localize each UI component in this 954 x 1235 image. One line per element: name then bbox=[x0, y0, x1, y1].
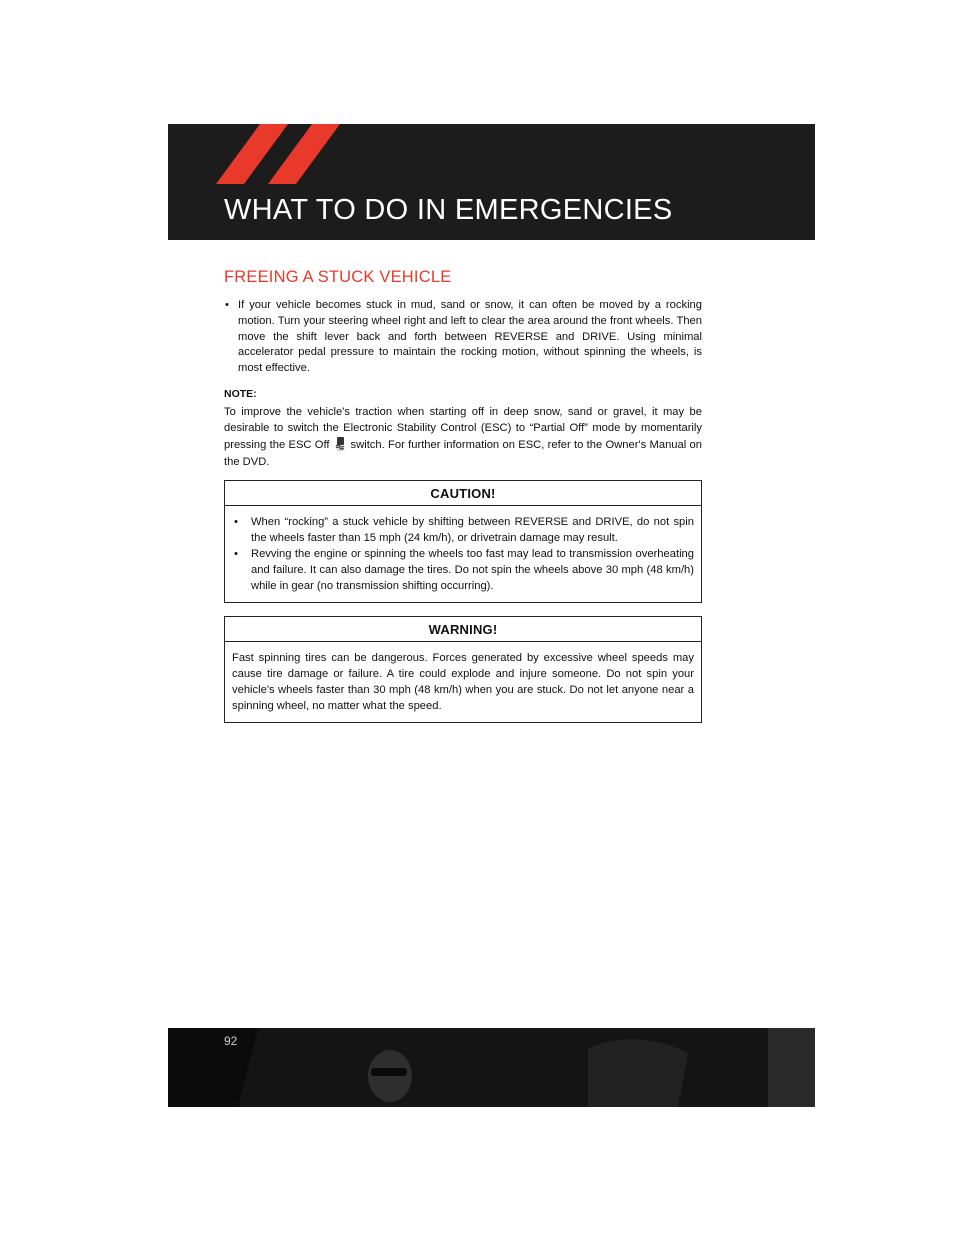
warning-box bbox=[224, 616, 702, 723]
header-band bbox=[168, 124, 815, 240]
svg-text:OFF: OFF bbox=[336, 448, 344, 452]
caution-title: CAUTION! bbox=[225, 481, 701, 506]
caution-list bbox=[232, 514, 694, 594]
page-title: WHAT TO DO IN EMERGENCIES bbox=[224, 194, 673, 226]
list-item: • If your vehicle becomes stuck in mud, sand or snow, it can often be moved by a rocking motion. Turn your steering wheel right and left to clear the area around the front wheels. Then move the shift lever back and forth between REVERSE and DRIVE. Using minimal accelerator pedal pressure to maintain the rocking motion, without spinning the wheels, is most effective. bbox=[225, 299, 702, 375]
list-item: • When “rocking” a stuck vehicle by shifting between REVERSE and DRIVE, do not spin the wheels faster than 15 mph (24 km/h), or drivetrain damage may result. bbox=[234, 516, 694, 544]
section-title: FREEING A STUCK VEHICLE bbox=[224, 268, 452, 286]
list-item: • Revving the engine or spinning the wheels too fast may lead to transmission overheating and failure. It can also damage the tires. Do not spin the wheels above 30 mph (48 km/h) while in gear (no transmission shifting occurring). bbox=[234, 548, 694, 592]
note-text: To improve the vehicle's traction when starting off in deep snow, sand or gravel, it may be desirable to switch the Electronic Stability Control (ESC) to “Partial Off” mode by momentarily pressing the ESC Off OFF switch. For further information on ESC, refer to the Owner's Manual on the DVD. bbox=[224, 405, 702, 468]
warning-title: WARNING! bbox=[225, 617, 701, 642]
caution-box bbox=[224, 480, 702, 603]
footer-photo bbox=[168, 1028, 815, 1107]
esc-off-icon bbox=[334, 436, 347, 451]
footer-band bbox=[168, 1028, 815, 1107]
note-label: NOTE: bbox=[224, 387, 257, 400]
warning-text: Fast spinning tires can be dangerous. Forces generated by excessive wheel speeds may cause tire damage or failure. A tire could explode and injure someone. Do not spin your vehicle's wheels faster than 30 mph (48 km/h) when you are stuck. Do not let anyone near a spinning wheel, no matter what the speed. bbox=[232, 652, 694, 712]
brand-stripes-icon bbox=[168, 124, 368, 184]
page-number: 92 bbox=[224, 1034, 238, 1048]
section-content bbox=[224, 268, 702, 470]
section-bullets bbox=[224, 298, 702, 377]
